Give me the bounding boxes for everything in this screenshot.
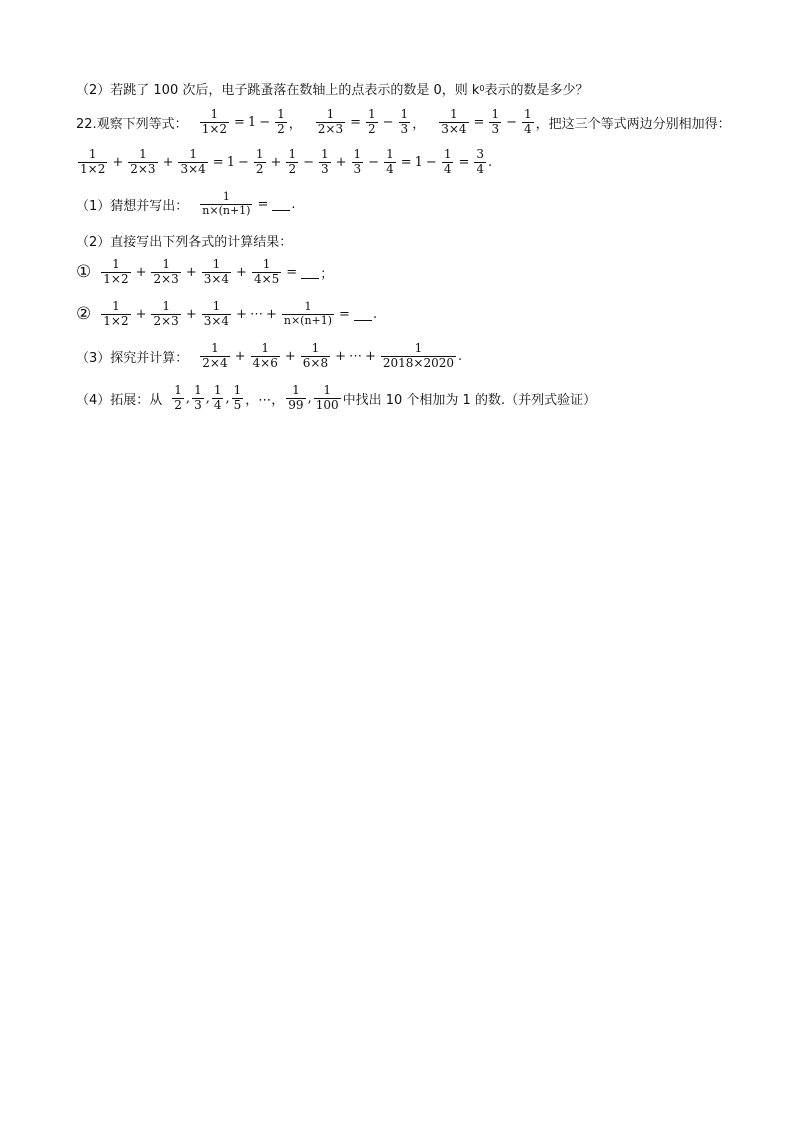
q22-part2-label: （2）直接写出下列各式的计算结果： — [76, 234, 293, 250]
fraction: $\frac{1}{3\times 4}$ — [180, 146, 206, 176]
answer-blank — [272, 198, 290, 211]
fraction: $\frac{1}{3\times 4}$ — [203, 256, 230, 286]
fraction: $\frac{1}{3}$ — [320, 146, 329, 176]
q22-label: 22.观察下列等式： — [76, 116, 188, 132]
fraction: $\frac{1}{2\times 3}$ — [130, 146, 156, 176]
fraction: $\frac{1}{2}$ — [255, 146, 264, 176]
q22-part4-line: （4）拓展：从 $\frac{1}{2}$ , $\frac{1}{3}$ , $\frac{1}{4}$ , $\frac{1}{5}$ ，⋯， $\frac{1}{99}$ , $\frac{1}{100}$ 中找出 10 个相加为 1 的数.（并列式验证） — [76, 382, 597, 412]
fraction: $\frac{1}{100}$ — [315, 382, 339, 412]
fraction: $\frac{1}{2}$ — [288, 146, 297, 176]
fraction: $\frac{1}{4}$ — [213, 382, 222, 412]
fraction: $\frac{1}{1\times 2}$ — [103, 256, 129, 286]
q22-tail-text: ，把这三个等式两边分别相加得： — [535, 116, 731, 132]
fraction: $\frac{1}{2\times 4}$ — [202, 340, 228, 370]
q22-part2-item1: ① $\frac{1}{1\times 2}$ + $\frac{1}{2\times 3}$ + $\frac{1}{3\times 4}$ + $\frac{1}{4\times 5}$ = ； — [76, 256, 334, 286]
fraction: $\frac{1}{1\times 2}$ — [103, 298, 129, 328]
answer-blank — [301, 266, 319, 279]
q22-part2-item2: ② $\frac{1}{1\times 2}$ + $\frac{1}{2\times 3}$ + $\frac{1}{3\times 4}$ + ⋯ + $\frac{1}{n\times(n+1)}$ = . — [76, 298, 378, 328]
q22-part3-line: （3）探究并计算： $\frac{1}{2\times 4}$ + $\frac{1}{4\times 6}$ + $\frac{1}{6\times 8}$ + ⋯ + $\frac{1}{2018\times 2020}$ . — [76, 340, 463, 370]
fraction: $\frac{1}{2}$ — [174, 382, 182, 412]
q22-part4-label: （4）拓展：从 — [76, 392, 163, 408]
q21-part2-text-end: 表示的数是多少？ — [484, 82, 589, 98]
q22-part1-label: （1）猜想并写出： — [76, 198, 189, 214]
fraction: $\frac{1}{2\times 3}$ — [153, 298, 179, 328]
fraction: $\frac{1}{4}$ — [443, 146, 452, 176]
q22-observe-line: 22.观察下列等式： $\frac{1}{1\times 2}$ = 1 − $\frac{1}{2}$ ， $\frac{1}{2\times 3}$ = $\frac{1}{2}$ − $\frac{1}{3}$ ， $\frac{1}{3\times 4}$ = $\frac{1}{3}$ − $\frac{1}{4}$ ，把这三个等式两边分别相加得： — [76, 106, 731, 136]
fraction: $\frac{1}{1\times 2}$ — [80, 146, 106, 176]
fraction: $\frac{1}{2}$ — [277, 106, 285, 136]
q22-part3-label: （3）探究并计算： — [76, 350, 189, 366]
q22-part4-tail: 中找出 10 个相加为 1 的数.（并列式验证） — [342, 392, 597, 408]
fraction: $\frac{3}{4}$ — [476, 146, 484, 176]
fraction: $\frac{1}{99}$ — [288, 382, 304, 412]
q22-part1-line: （1）猜想并写出： $\frac{1}{n\times(n+1)}$ = . — [76, 189, 296, 217]
fraction: $\frac{1}{4\times 6}$ — [252, 340, 278, 370]
fraction: $\frac{1}{5}$ — [233, 382, 242, 412]
fraction: $\frac{1}{3}$ — [194, 382, 202, 412]
fraction: $\frac{1}{2}$ — [368, 106, 376, 136]
k-subscript: 0 — [479, 83, 485, 93]
fraction: $\frac{1}{2\times 3}$ — [153, 256, 179, 286]
fraction: $\frac{1}{3}$ — [400, 106, 409, 136]
fraction: $\frac{1}{6\times 8}$ — [302, 340, 329, 370]
q22-sum-line: $\frac{1}{1\times 2}$ + $\frac{1}{2\times 3}$ + $\frac{1}{3\times 4}$ = 1 − $\frac{1}{2}$ + $\frac{1}{2}$ − $\frac{1}{3}$ + $\frac{1}{3}$ − $\frac{1}{4}$ = 1 − $\frac{1}{4}$ = $\frac{3}{4}$ . — [80, 146, 493, 176]
q21-part2-text: （2）若跳了 100 次后，电子跳蚤落在数轴上的点表示的数是 0，则 k — [76, 82, 480, 98]
fraction: $\frac{1}{4}$ — [386, 146, 394, 176]
fraction: $\frac{1}{2\times 3}$ — [317, 106, 344, 136]
fraction: $\frac{1}{2018\times 2020}$ — [382, 340, 455, 370]
fraction: $\frac{1}{4}$ — [523, 106, 532, 136]
circled-two: ② — [76, 304, 92, 324]
fraction: $\frac{1}{n\times(n+1)}$ — [202, 189, 251, 217]
circled-one: ① — [76, 262, 92, 282]
fraction: $\frac{1}{3\times 4}$ — [441, 106, 467, 136]
fraction: $\frac{1}{1\times 2}$ — [201, 106, 228, 136]
fraction: $\frac{1}{3}$ — [491, 106, 500, 136]
fraction: $\frac{1}{4\times 5}$ — [253, 256, 280, 286]
answer-blank — [354, 308, 372, 321]
fraction: $\frac{1}{3\times 4}$ — [203, 298, 230, 328]
fraction: $\frac{1}{3}$ — [353, 146, 362, 176]
fraction: $\frac{1}{n\times(n+1)}$ — [283, 299, 333, 327]
